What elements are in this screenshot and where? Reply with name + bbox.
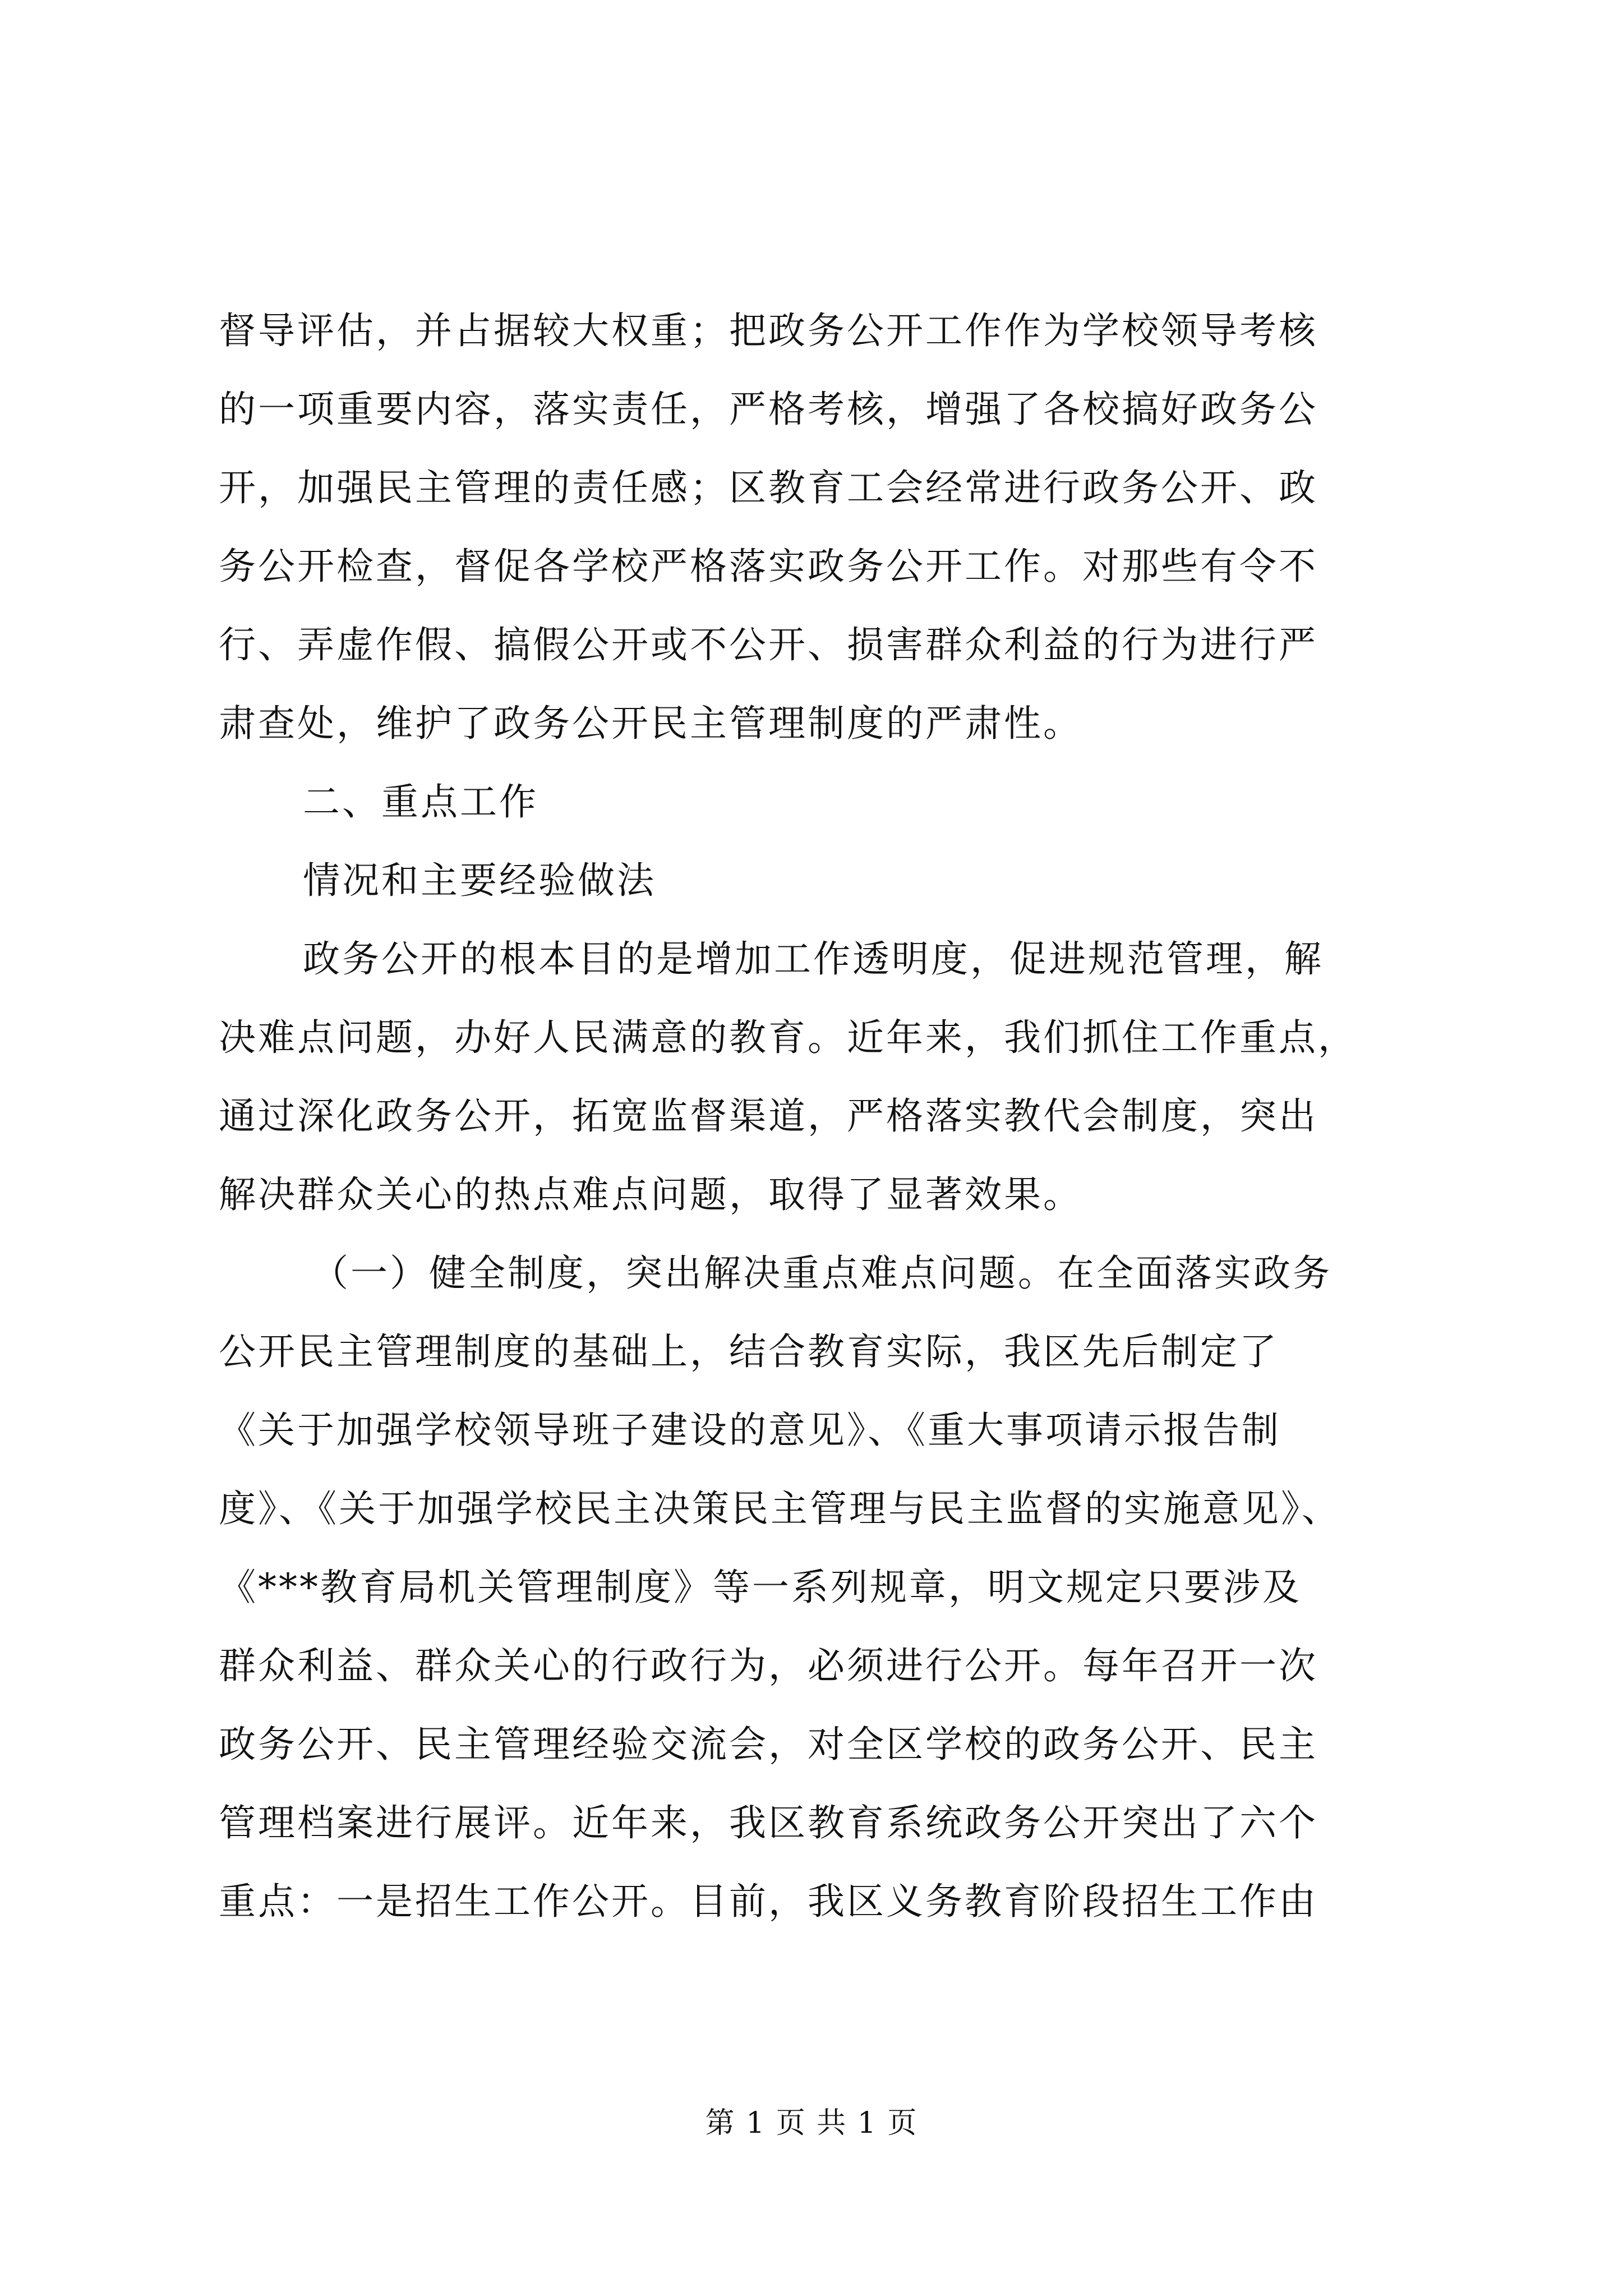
text-line: 政务公开的根本目的是增加工作透明度，促进规范管理，解 xyxy=(303,937,1324,981)
text-line: 的一项重要内容，落实责任，严格考核，增强了各校搞好政务公 xyxy=(219,388,1318,431)
text-line: 督导评估，并占据较大权重；把政务公开工作作为学校领导考核 xyxy=(219,309,1318,352)
text-line: 重点：一是招生工作公开。目前，我区义务教育阶段招生工作由 xyxy=(219,1880,1318,1923)
subsection-heading: 情况和主要经验做法 xyxy=(303,859,656,902)
text-line: 开，加强民主管理的责任感；区教育工会经常进行政务公开、政 xyxy=(219,466,1318,509)
page-number-footer: 第 1 页 共 1 页 xyxy=(705,2106,918,2140)
text-line: 行、弄虚作假、搞假公开或不公开、损害群众利益的行为进行严 xyxy=(219,623,1318,666)
text-line: 群众利益、群众关心的行政行为，必须进行公开。每年召开一次 xyxy=(219,1644,1318,1687)
document-body xyxy=(219,292,1453,1941)
text-line: 解决群众关心的热点难点问题，取得了显著效果。 xyxy=(219,1173,1082,1216)
text-line: 《***教育局机关管理制度》等一系列规章，明文规定只要涉及 xyxy=(219,1566,1302,1609)
text-line: 肃查处，维护了政务公开民主管理制度的严肃性。 xyxy=(219,702,1082,745)
section-heading: 二、重点工作 xyxy=(303,780,538,823)
text-line: 政务公开、民主管理经验交流会，对全区学校的政务公开、民主 xyxy=(219,1723,1318,1766)
text-line: 《关于加强学校领导班子建设的意见》、《重大事项请示报告制 xyxy=(219,1409,1281,1452)
text-line: 决难点问题，办好人民满意的教育。近年来，我们抓住工作重点， xyxy=(219,1016,1357,1059)
text-line: 务公开检查，督促各学校严格落实政务公开工作。对那些有令不 xyxy=(219,545,1318,588)
text-line: 通过深化政务公开，拓宽监督渠道，严格落实教代会制度，突出 xyxy=(219,1094,1318,1138)
text-line: 度》、《关于加强学校民主决策民主管理与民主监督的实施意见》、 xyxy=(219,1487,1341,1530)
text-line: 管理档案进行展评。近年来，我区教育系统政务公开突出了六个 xyxy=(219,1801,1318,1844)
text-line: （一）健全制度，突出解决重点难点问题。在全面落实政务 xyxy=(311,1251,1332,1295)
text-line: 公开民主管理制度的基础上，结合教育实际，我区先后制定了 xyxy=(219,1330,1279,1373)
